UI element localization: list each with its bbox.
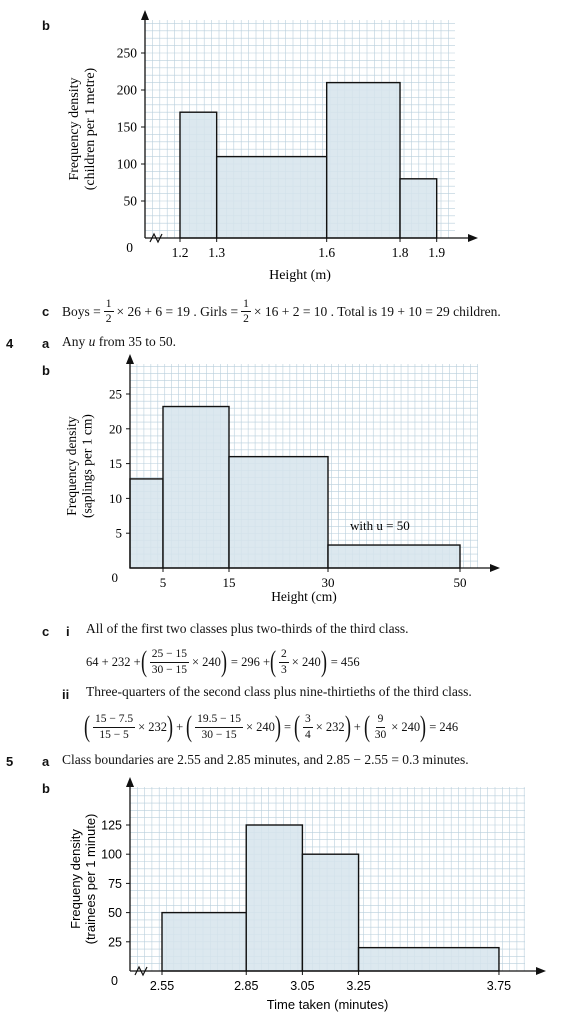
x-tick-label: 2.55 [149,979,175,993]
y-tick-label: 75 [108,876,122,891]
q3c-girls-rest: × 16 + 2 = 10 . Total is 19 + 10 = 29 children. [253,303,501,319]
histogram-bar [162,913,246,971]
left-paren: ( [363,710,370,743]
y-axis-arrow [141,10,149,20]
y-tick-label: 125 [101,818,122,833]
y-tick-label: 50 [108,906,122,921]
y-axis-label: Frequency density [64,416,79,516]
q4a-text-end: from 35 to 50. [95,334,176,349]
y-tick-label: 100 [116,156,137,172]
left-paren: ( [294,710,300,743]
x-axis-label: Height (cm) [271,589,337,604]
histogram-bar [163,407,229,568]
part-label-b: b [42,781,50,796]
fraction-denominator: 4 [305,728,311,741]
fraction-denominator: 3 [281,663,287,676]
eq2-term: × 240 [246,719,275,734]
y-tick-label: 50 [123,193,137,209]
fraction-numerator: 1 [104,298,114,312]
y-tick-label: 25 [108,935,122,950]
y-tick-label: 5 [115,525,122,541]
histogram-bar [130,479,163,568]
fraction-numerator: 25 − 15 [150,648,189,662]
histogram-bar [217,157,327,238]
origin-label: 0 [126,240,133,255]
left-paren: ( [186,710,193,743]
fraction-denominator: 15 − 5 [99,728,129,741]
x-axis-arrow [490,564,500,572]
histogram-bar [359,948,499,971]
x-tick-label: 1.6 [318,245,336,260]
x-tick-label: 3.25 [346,979,371,993]
part-label-a: a [42,336,50,351]
y-tick-label: 150 [116,119,137,135]
y-axis-label-units: (children per 1 metre) [83,67,98,191]
fraction [279,648,289,675]
y-axis-label: Frequency density [67,77,82,181]
eq1-term: × 240 [191,654,221,669]
eq2-result: = 246 [429,719,459,734]
q4a-variable: u [88,334,96,349]
histogram-bar [327,83,400,238]
part-label-ii: ii [62,687,70,702]
fraction-numerator: 15 − 7.5 [93,713,135,727]
y-axis-arrow [126,354,134,364]
part-label-i: i [66,624,70,639]
eq2-term: × 232 [138,719,168,734]
y-tick-label: 10 [109,490,122,506]
right-paren: ) [220,645,227,678]
left-paren: ( [140,645,147,678]
histogram-bar [229,457,328,568]
q4a-text: Any [62,334,89,349]
histogram-bar [328,545,460,568]
histogram-bar [246,825,302,971]
q3c-answer [62,298,501,325]
fraction-denominator: 30 − 15 [151,663,187,676]
origin-label: 0 [111,974,118,988]
fraction [93,713,135,740]
question-number-5: 5 [6,754,14,769]
fraction-numerator: 2 [279,648,289,662]
y-axis-label-units: (trainees per 1 minute) [83,813,98,945]
right-paren: ) [167,710,174,743]
y-axis-label-units: (saplings per 1 cm) [79,414,95,518]
fraction-numerator: 3 [303,713,313,727]
y-tick-label: 250 [116,45,137,61]
left-paren: ( [84,710,90,743]
x-axis-label: Time taken (minutes) [266,997,389,1012]
eq2-term: + [353,719,361,734]
fraction-half [241,298,251,325]
x-tick-label: 1.8 [391,245,409,260]
bar-annotation: with u = 50 [350,518,410,533]
histogram-heights-m [0,0,570,290]
part-label-c: c [42,304,50,319]
left-paren: ( [270,645,277,678]
equation-2 [84,710,458,744]
right-paren: ) [420,710,427,743]
x-tick-label: 30 [321,575,335,590]
y-tick-label: 25 [109,386,122,402]
fraction-half [104,298,114,325]
y-tick-label: 20 [109,421,122,437]
eq1-term: × 240 [291,654,321,669]
fraction-numerator: 1 [241,298,251,312]
y-tick-label: 15 [109,456,122,472]
fraction-denominator: 30 [374,728,387,741]
part-label-b: b [42,18,50,33]
eq1-term: = 296 + [230,654,271,669]
right-paren: ) [344,710,351,743]
x-tick-label: 15 [222,575,236,590]
x-axis-arrow [468,234,478,242]
fraction-denominator: 2 [105,313,112,326]
x-axis-label: Height (m) [269,268,331,283]
q4a-answer [62,334,176,350]
right-paren: ) [274,710,281,743]
q3c-boys: Boys = [62,303,101,319]
x-tick-label: 50 [453,575,467,590]
y-axis-label: Frequeny density [68,829,83,929]
right-paren: ) [320,645,327,678]
x-tick-label: 3.75 [486,979,512,993]
q5a-text: Class boundaries are 2.55 and 2.85 minutes, and 2.85 − 2.55 = 0.3 minutes. [62,752,469,767]
histogram-time-taken [0,773,570,1023]
x-tick-label: 1.2 [171,245,189,260]
histogram-bar [302,854,358,971]
eq2-term: × 232 [315,719,345,734]
eq1-result: = 456 [330,654,360,669]
fraction-numerator: 9 [376,713,386,727]
histogram-heights-cm [0,352,570,612]
x-tick-label: 3.05 [290,979,315,993]
fraction [195,713,243,740]
x-axis-arrow [536,967,546,975]
x-tick-label: 1.9 [428,245,446,260]
x-tick-label: 5 [159,575,167,590]
eq2-term: × 240 [391,719,421,734]
fraction [150,648,189,675]
x-tick-label: 1.3 [208,245,226,260]
part-label-a: a [42,754,50,769]
part-label-c: c [42,624,50,639]
fraction-denominator: 2 [243,313,249,326]
y-axis-arrow [126,777,134,787]
q4ci-text: All of the first two classes plus two-thirds of the third class. [86,621,409,636]
question-number-4: 4 [6,336,14,351]
part-label-b: b [42,363,50,378]
axis-break-icon [150,234,162,242]
eq2-term: + [176,719,184,734]
origin-label: 0 [111,570,118,585]
histogram-bar [180,112,217,238]
eq1-term: 64 + 232 + [86,654,141,669]
fraction-denominator: 30 − 15 [201,728,237,741]
q3c-boys-rest: × 26 + 6 = 19 . Girls = [116,303,239,319]
fraction-numerator: 19.5 − 15 [195,713,243,727]
q4cii-text: Three-quarters of the second class plus nine-thirtieths of the third class. [86,684,472,699]
axis-break-icon [135,967,147,975]
equation-1 [86,645,360,679]
y-tick-label: 100 [101,847,122,862]
histogram-bar [400,179,437,238]
y-tick-label: 200 [116,82,137,98]
eq2-term: = [283,719,291,734]
fraction [373,713,389,740]
fraction [303,713,313,740]
x-tick-label: 2.85 [234,979,259,993]
